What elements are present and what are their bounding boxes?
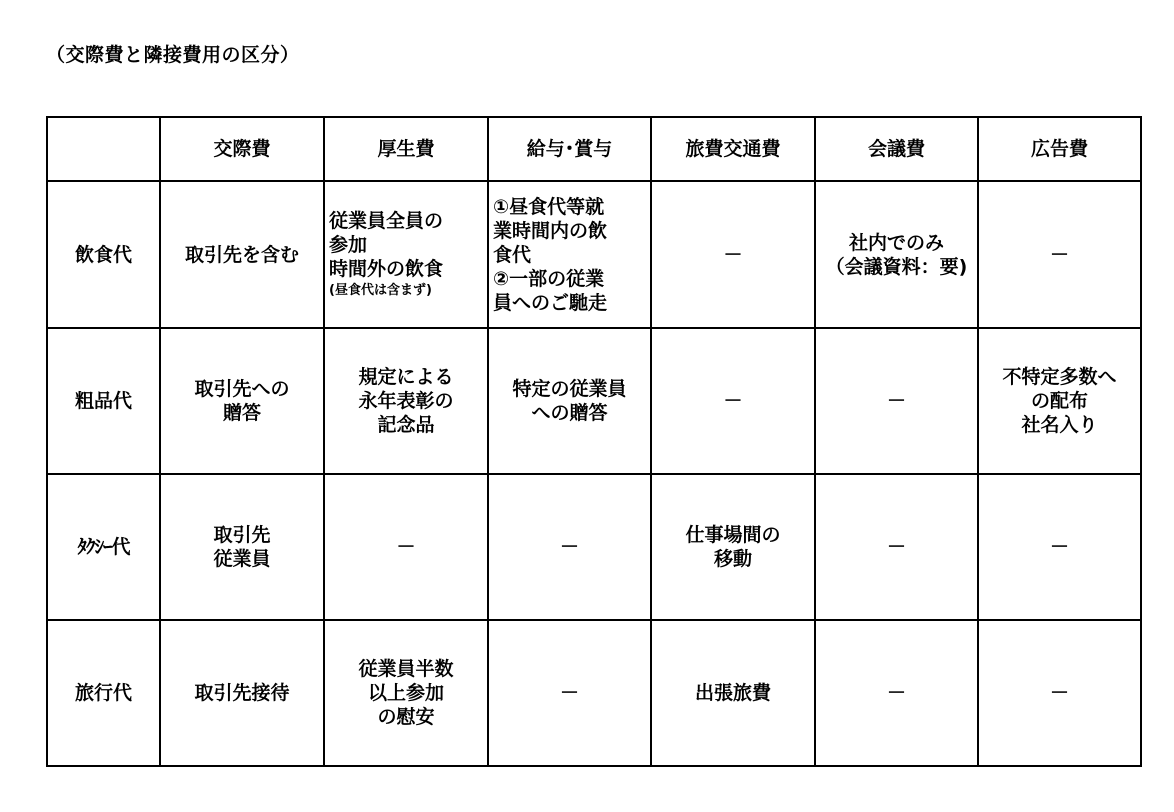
cell-line: 業時間内の飲 — [493, 219, 608, 242]
cell-trip-meeting — [815, 620, 978, 766]
cell-taxi-advertising — [978, 474, 1141, 620]
cell-line: 従業員半数 — [358, 658, 454, 680]
cell-food-meeting — [815, 181, 978, 328]
dash-mark: － — [886, 682, 906, 704]
cell-trip-travel — [651, 620, 815, 766]
dash-mark: － — [559, 536, 579, 558]
cell-line: 不特定多数へ — [1002, 366, 1117, 388]
cell-line: 以上参加 — [367, 682, 444, 704]
dash-mark: － — [886, 390, 906, 412]
header-meeting: 会議費 — [815, 117, 978, 181]
header-row — [47, 117, 1141, 181]
cell-taxi-welfare — [324, 474, 488, 620]
cell-line: 贈答 — [222, 402, 261, 424]
cell-line: の配布 — [1030, 390, 1088, 412]
cell-line: （会議資料：要) — [825, 255, 968, 278]
cell-line: 仕事場間の — [685, 524, 781, 546]
cell-gift-travel — [651, 328, 815, 474]
expense-classification-table — [46, 116, 1142, 767]
cell-line: 出張旅費 — [694, 682, 771, 704]
document-title: （交際費と隣接費用の区分） — [46, 44, 300, 66]
cell-line: ②一部の従業 — [493, 267, 605, 290]
cell-line: 従業員 — [213, 548, 271, 570]
cell-line: 取引先接待 — [194, 682, 290, 704]
table-row-food — [47, 181, 1141, 328]
cell-trip-entertainment — [160, 620, 324, 766]
cell-food-salary — [488, 181, 651, 328]
cell-line: ①昼食代等就 — [493, 195, 605, 218]
header-salary-bonus: 給与･賞与 — [488, 117, 651, 181]
cell-taxi-salary — [488, 474, 651, 620]
cell-gift-meeting — [815, 328, 978, 474]
cell-line: 員へのご馳走 — [493, 291, 608, 314]
dash-mark: － — [396, 536, 416, 558]
dash-mark: － — [723, 243, 743, 266]
cell-line: 特定の従業員 — [512, 378, 627, 400]
header-entertainment: 交際費 — [160, 117, 324, 181]
dash-mark: － — [1049, 682, 1069, 704]
header-welfare: 厚生費 — [324, 117, 488, 181]
cell-taxi-meeting — [815, 474, 978, 620]
cell-gift-entertainment — [160, 328, 324, 474]
cell-taxi-entertainment — [160, 474, 324, 620]
row-label-taxi: ﾀｸｼｰ代 — [47, 474, 160, 620]
cell-line: 社名入り — [1021, 414, 1098, 436]
cell-taxi-travel — [651, 474, 815, 620]
dash-mark: － — [1049, 536, 1069, 558]
cell-note: (昼食代は含まず) — [329, 282, 432, 298]
cell-line: 取引先 — [213, 524, 271, 546]
cell-line: 移動 — [713, 548, 752, 570]
cell-line: 永年表彰の — [358, 390, 454, 412]
header-corner-cell — [47, 117, 160, 181]
cell-trip-welfare — [324, 620, 488, 766]
dash-mark: － — [1049, 243, 1069, 266]
cell-line: 規定による — [358, 366, 454, 388]
cell-line: 時間外の飲食 — [329, 257, 444, 280]
row-label-gift: 粗品代 — [47, 328, 160, 474]
cell-trip-salary — [488, 620, 651, 766]
table-row-trip — [47, 620, 1141, 766]
header-advertising: 広告費 — [978, 117, 1141, 181]
table-row-taxi — [47, 474, 1141, 620]
header-travel-transport: 旅費交通費 — [651, 117, 815, 181]
cell-line: 取引先への — [194, 378, 290, 400]
dash-mark: － — [723, 390, 743, 412]
cell-line: 食代 — [493, 243, 532, 266]
cell-line: 取引先を含む — [184, 243, 299, 266]
dash-mark: － — [559, 682, 579, 704]
table-row-gift — [47, 328, 1141, 474]
cell-line: への贈答 — [531, 402, 608, 424]
row-label-trip: 旅行代 — [47, 620, 160, 766]
cell-line: 記念品 — [377, 414, 435, 436]
cell-line: 参加 — [329, 233, 368, 256]
cell-line: の慰安 — [377, 706, 435, 728]
cell-gift-salary — [488, 328, 651, 474]
cell-line: 社内でのみ — [848, 231, 944, 254]
row-label-food: 飲食代 — [47, 181, 160, 328]
cell-gift-advertising — [978, 328, 1141, 474]
cell-line: 従業員全員の — [329, 209, 444, 232]
cell-trip-advertising — [978, 620, 1141, 766]
cell-food-travel — [651, 181, 815, 328]
cell-food-advertising — [978, 181, 1141, 328]
dash-mark: － — [886, 536, 906, 558]
cell-gift-welfare — [324, 328, 488, 474]
cell-food-entertainment — [160, 181, 324, 328]
cell-food-welfare — [324, 181, 488, 328]
